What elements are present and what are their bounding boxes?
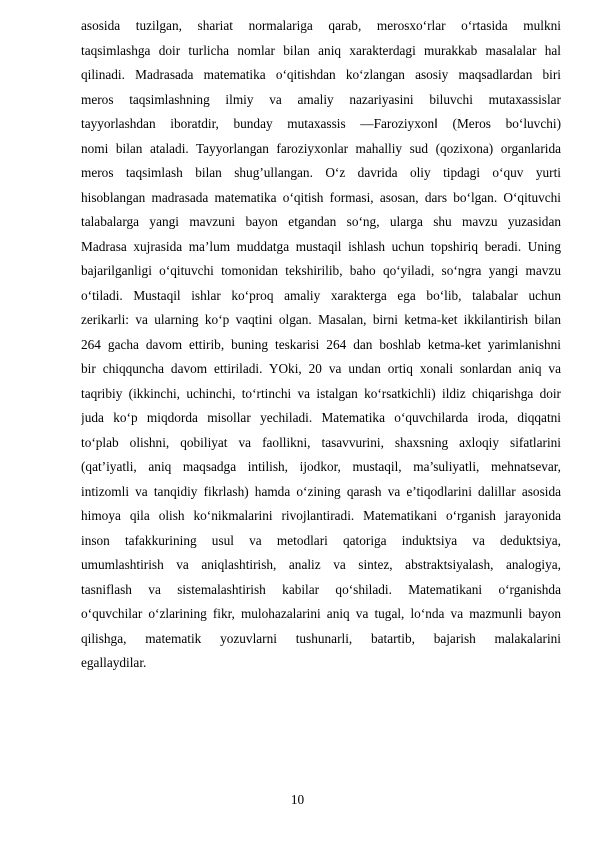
body-paragraph: [81, 14, 561, 676]
text-line: taqribiy (ikkinchi, uchinchi, to‘rtinchi va istalgan ko‘rsatkichli) ildiz chiqarishga doir: [81, 385, 561, 401]
text-line: juda ko‘p miqdorda misollar yechiladi. Matematika o‘quvchilarda iroda, diqqatni: [81, 410, 561, 425]
text-line: intizomli va tanqidiy fikrlash) hamda o‘zining qarash va e’tiqodlarini dalillar asosida: [81, 483, 561, 499]
text-line: meros taqsimlashning ilmiy va amaliy nazariyasini biluvchi mutaxassislar: [81, 91, 561, 107]
text-line-last: egallaydilar.: [81, 655, 147, 670]
text-line: qilishga, matematik yozuvlarni tushunarli, batartib, bajarish malakalarini: [81, 630, 561, 646]
text-line: 264 gacha davom ettirib, buning teskarisi 264 dan boshlab ketma-ket yarimlanishni: [81, 336, 561, 352]
text-line: inson tafakkurining usul va metodlari qatoriga induktsiya va deduktsiya,: [81, 532, 561, 548]
text-line: umumlashtirish va aniqlashtirish, analiz va sintez, abstraktsiyalash, analogiya,: [81, 557, 561, 572]
text-line: o‘quvchilar o‘zlarining fikr, mulohazalarini aniq va tugal, lo‘nda va mazmunli bayon: [81, 606, 561, 621]
text-line: tayyorlashdan iboratdir, bunday mutaxassis ―Faroziyxon‖ (Meros bo‘luvchi): [81, 116, 561, 131]
text-line: o‘tiladi. Mustaqil ishlar ko‘proq amaliy xarakterga ega bo‘lib, talabalar uchun: [81, 287, 561, 303]
text-line: bir chiqquncha davom ettiriladi. YOki, 20 va undan ortiq xonali sonlardan aniq va: [81, 361, 561, 376]
text-line: zerikarli: va ularning ko‘p vaqtini olgan. Masalan, birni ketma-ket ikkilantirish bilan: [81, 312, 561, 327]
page-number: 10: [290, 792, 305, 807]
text-line: qilinadi. Madrasada matematika o‘qitishdan ko‘zlangan asosiy maqsadlardan biri: [81, 67, 561, 82]
text-line: Madrasa xujrasida ma’lum muddatga mustaqil ishlash uchun topshiriq beradi. Uning: [81, 238, 561, 254]
text-line: nomi bilan ataladi. Tayyorlangan faroziyxonlar mahalliy sud (qozixona) organlarida: [81, 140, 561, 156]
text-line: asosida tuzilgan, shariat normalariga qarab, merosxo‘rlar o‘rtasida mulkni: [81, 18, 561, 33]
text-line: himoya qila olish ko‘nikmalarini rivojlantiradi. Matematikani o‘rganish jarayonida: [81, 508, 561, 523]
text-line: to‘plab olishni, qobiliyat va faollikni, tasavvurini, shaxsning axloqiy sifatlarini: [81, 434, 561, 450]
text-line: (qat’iyatli, aniq maqsadga intilish, ijodkor, mustaqil, ma’suliyatli, mehnatsevar,: [81, 459, 561, 474]
text-line: meros taqsimlash bilan shug’ullangan. O‘z davrida oliy tipdagi o‘quv yurti: [81, 165, 561, 180]
text-line: tasniflash va sistemalashtirish kabilar qo‘shiladi. Matematikani o‘rganishda: [81, 581, 561, 597]
text-line: talabalarga yangi mavzuni bayon etgandan so‘ng, ularga shu mavzu yuzasidan: [81, 214, 561, 229]
text-line: taqsimlashga doir turlicha nomlar bilan aniq xarakterdagi murakkab masalalar hal: [81, 42, 561, 58]
text-line: bajarilganligi o‘qituvchi tomonidan tekshirilib, baho qo‘yiladi, so‘ngra yangi mavzu: [81, 263, 561, 278]
text-line: hisoblangan madrasada matematika o‘qitish formasi, asosan, dars bo‘lgan. O‘qituvchi: [81, 189, 561, 205]
